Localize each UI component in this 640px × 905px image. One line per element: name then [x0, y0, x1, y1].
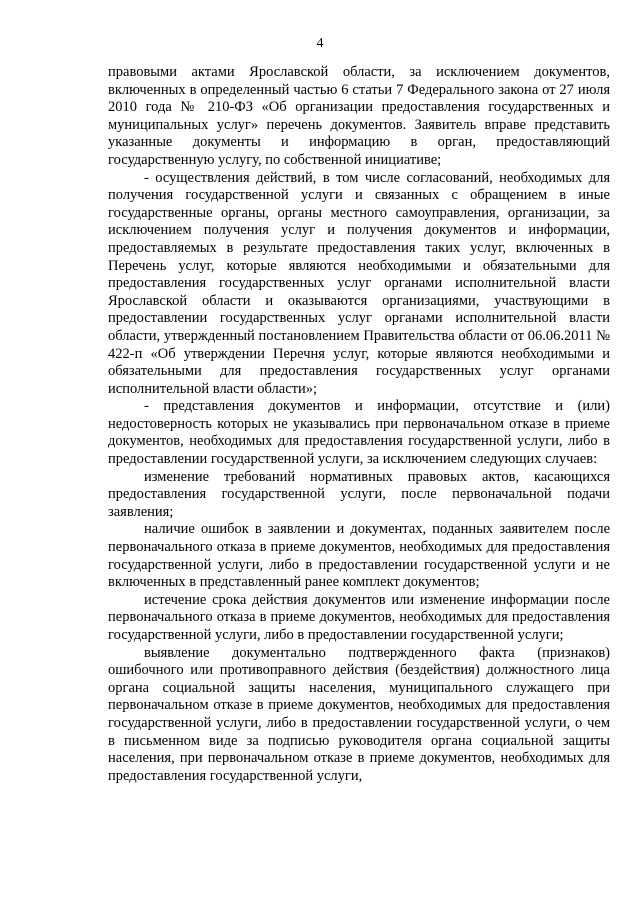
paragraph-continuation: правовыми актами Ярославской области, за исключением документов, включенных в определенный частью 6 статьи 7 Федерального закона от 27 июля 2010 года № 210-ФЗ «Об организации предоставления государственных и муниципальных услуг» перечень документов. Заявитель вправе представить указанные документы и информацию в орган, предоставляющий государственную услугу, по собственной инициативе;	[108, 64, 610, 168]
page-number: 4	[316, 36, 324, 51]
document-body	[108, 64, 610, 785]
paragraph-exception-errors: наличие ошибок в заявлении и документах, поданных заявителем после первоначального отказа в приеме документов, необходимых для предоставления государственной услуги, либо в предоставлении государственной услуги и не включенных в представленный ранее комплект документов;	[108, 521, 610, 591]
paragraph-actions-item: - осуществления действий, в том числе согласований, необходимых для получения государственной услуги и связанных с обращением в иные государственные органы, органы местного самоуправления, организации, за исключением получения услуг и получения документов и информации, предоставляемых в результате предоставления таких услуг, включенных в Перечень услуг, которые являются необходимыми и обязательными для предоставления государственных услуг органами исполнительной власти Ярославской области и оказываются организациями, участвующими в предоставлении государственных услуг органами исполнительной власти области, утвержденный постановлением Правительства области от 06.06.2011 № 422-п «Об утверждении Перечня услуг, которые являются необходимыми и обязательными для предоставления государственных услуг органами исполнительной власти области»;	[108, 169, 610, 397]
paragraph-exception-misconduct: выявление документально подтвержденного факта (признаков) ошибочного или противоправного действия (бездействия) должностного лица органа социальной защиты населения, муниципального служащего при первоначальном отказе в приеме документов, необходимых для предоставления государственной услуги, либо в предоставлении государственной услуги, о чем в письменном виде за подписью руководителя органа социальной защиты населения, при первоначальном отказе в приеме документов, необходимых для предоставления государственной услуги,	[108, 644, 610, 784]
paragraph-exception-requirements: изменение требований нормативных правовых актов, касающихся предоставления государственной услуги, после первоначальной подачи заявления;	[108, 468, 610, 520]
paragraph-exception-expiry: истечение срока действия документов или изменение информации после первоначального отказа в приеме документов, необходимых для предоставления государственной услуги, либо в предоставлении государственной услуги;	[108, 591, 610, 643]
paragraph-documents-item: - представления документов и информации, отсутствие и (или) недостоверность которых не указывались при первоначальном отказе в приеме документов, необходимых для предоставления государственной услуги, либо в предоставлении государственной услуги, за исключением следующих случаев:	[108, 398, 610, 468]
